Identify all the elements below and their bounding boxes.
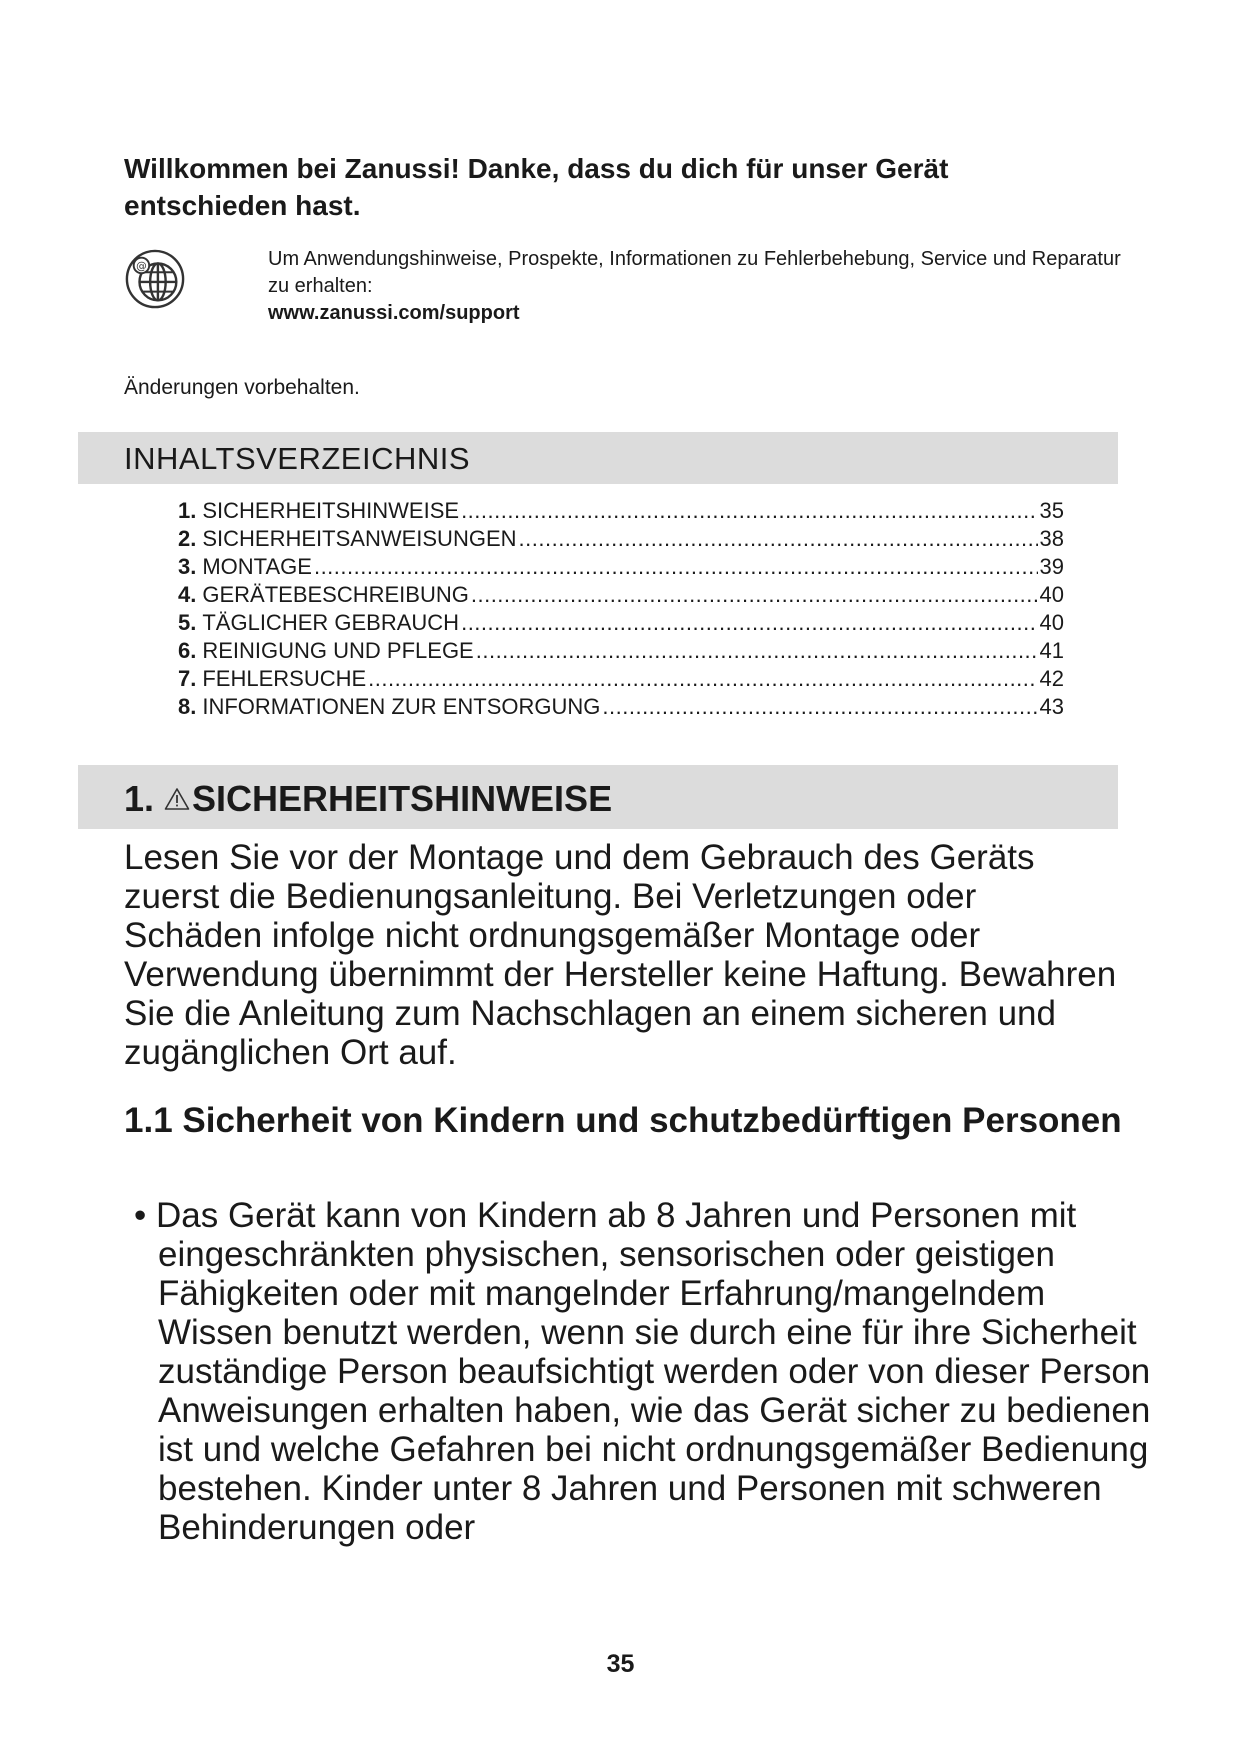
toc-leader-dots (476, 637, 1038, 665)
section-1-number: 1. (124, 778, 155, 819)
toc-item[interactable] (178, 581, 1064, 609)
toc-item-page: 41 (1039, 638, 1064, 663)
support-info (268, 246, 1128, 327)
toc-leader-dots (461, 497, 1037, 525)
svg-text:@: @ (136, 259, 147, 273)
toc-leader-dots (519, 525, 1038, 553)
toc-item-label: TÄGLICHER GEBRAUCH (202, 610, 460, 635)
toc-item-label: INFORMATIONEN ZUR ENTSORGUNG (202, 694, 601, 719)
toc-leader-dots (602, 693, 1037, 721)
toc-item-label: SICHERHEITSHINWEISE (202, 498, 460, 523)
toc-item-page: 40 (1039, 610, 1064, 635)
toc-item[interactable] (178, 609, 1064, 637)
section-1-title (124, 778, 612, 820)
toc-item-number: 3. (178, 554, 197, 579)
toc-header-band (78, 432, 1118, 484)
toc-item-number: 2. (178, 526, 197, 551)
toc-item[interactable] (178, 553, 1064, 581)
toc-item-label: GERÄTEBESCHREIBUNG (202, 582, 469, 607)
globe-web-icon (124, 248, 186, 310)
toc-item-number: 6. (178, 638, 197, 663)
toc-item-label: SICHERHEITSANWEISUNGEN (202, 526, 517, 551)
toc-item-number: 1. (178, 498, 197, 523)
section-1-intro: Lesen Sie vor der Montage und dem Gebrauch des Geräts zuerst die Bedienungsanleitung. Bei Verletzungen oder Schäden infolge nicht ordnungsgemäßer Montage oder Verwendung übernimmt der Hersteller keine Haftung. Bewahren Sie die Anleitung zum Nachschlagen an einem sicheren und zugänglichen Ort auf. (124, 838, 1117, 1072)
toc-item[interactable] (178, 637, 1064, 665)
page-number: 35 (606, 1650, 635, 1678)
toc-item-number: 5. (178, 610, 197, 635)
toc-item-page: 42 (1039, 666, 1064, 691)
section-1-title-text: SICHERHEITSHINWEISE (192, 778, 613, 819)
toc-item-label: REINIGUNG UND PFLEGE (202, 638, 474, 663)
toc-item[interactable] (178, 693, 1064, 721)
toc-item-number: 8. (178, 694, 197, 719)
toc-item-page: 43 (1039, 694, 1064, 719)
toc-item[interactable] (178, 665, 1064, 693)
toc-item-label: FEHLERSUCHE (202, 666, 367, 691)
toc-item[interactable] (178, 525, 1064, 553)
toc-leader-dots (471, 581, 1038, 609)
support-link[interactable]: www.zanussi.com/support (268, 302, 520, 324)
welcome-heading: Willkommen bei Zanussi! Danke, dass du dich für unser Gerät entschieden hast. (124, 153, 949, 221)
toc-item-number: 4. (178, 582, 197, 607)
warning-triangle-icon (164, 787, 190, 811)
toc-item-page: 40 (1039, 582, 1064, 607)
toc-item-label: MONTAGE (202, 554, 312, 579)
toc-leader-dots (368, 665, 1037, 693)
toc-item-number: 7. (178, 666, 197, 691)
toc-item[interactable] (178, 497, 1064, 525)
support-text: Um Anwendungshinweise, Prospekte, Informationen zu Fehlerbehebung, Service und Reparatur zu erhalten: (268, 248, 1121, 297)
section-1-1-bullet: • Das Gerät kann von Kindern ab 8 Jahren und Personen mit eingeschränkten physischen, sensorischen oder geistigen Fähigkeiten oder mit mangelnder Erfahrung/mangelndem Wissen benutzt werden, wenn sie durch eine für ihre Sicherheit zuständige Person beaufsichtigt werden oder von dieser Person Anweisungen erhalten haben, wie das Gerät sicher zu bedienen ist und welche Gefahren bei nicht ordnungsgemäßer Bedienung bestehen. Kinder unter 8 Jahren und Personen mit schweren Behinderungen oder (134, 1196, 1151, 1547)
toc-leader-dots (461, 609, 1037, 637)
toc-item-page: 38 (1039, 526, 1064, 551)
table-of-contents (178, 497, 1064, 721)
toc-leader-dots (314, 553, 1038, 581)
section-1-1-title: 1.1 Sicherheit von Kindern und schutzbedürftigen Personen (124, 1101, 1122, 1140)
changes-note: Änderungen vorbehalten. (124, 376, 360, 399)
section-1-header-band (78, 765, 1118, 829)
toc-item-page: 39 (1039, 554, 1064, 579)
toc-title: INHALTSVERZEICHNIS (124, 441, 471, 476)
toc-item-page: 35 (1039, 498, 1064, 523)
